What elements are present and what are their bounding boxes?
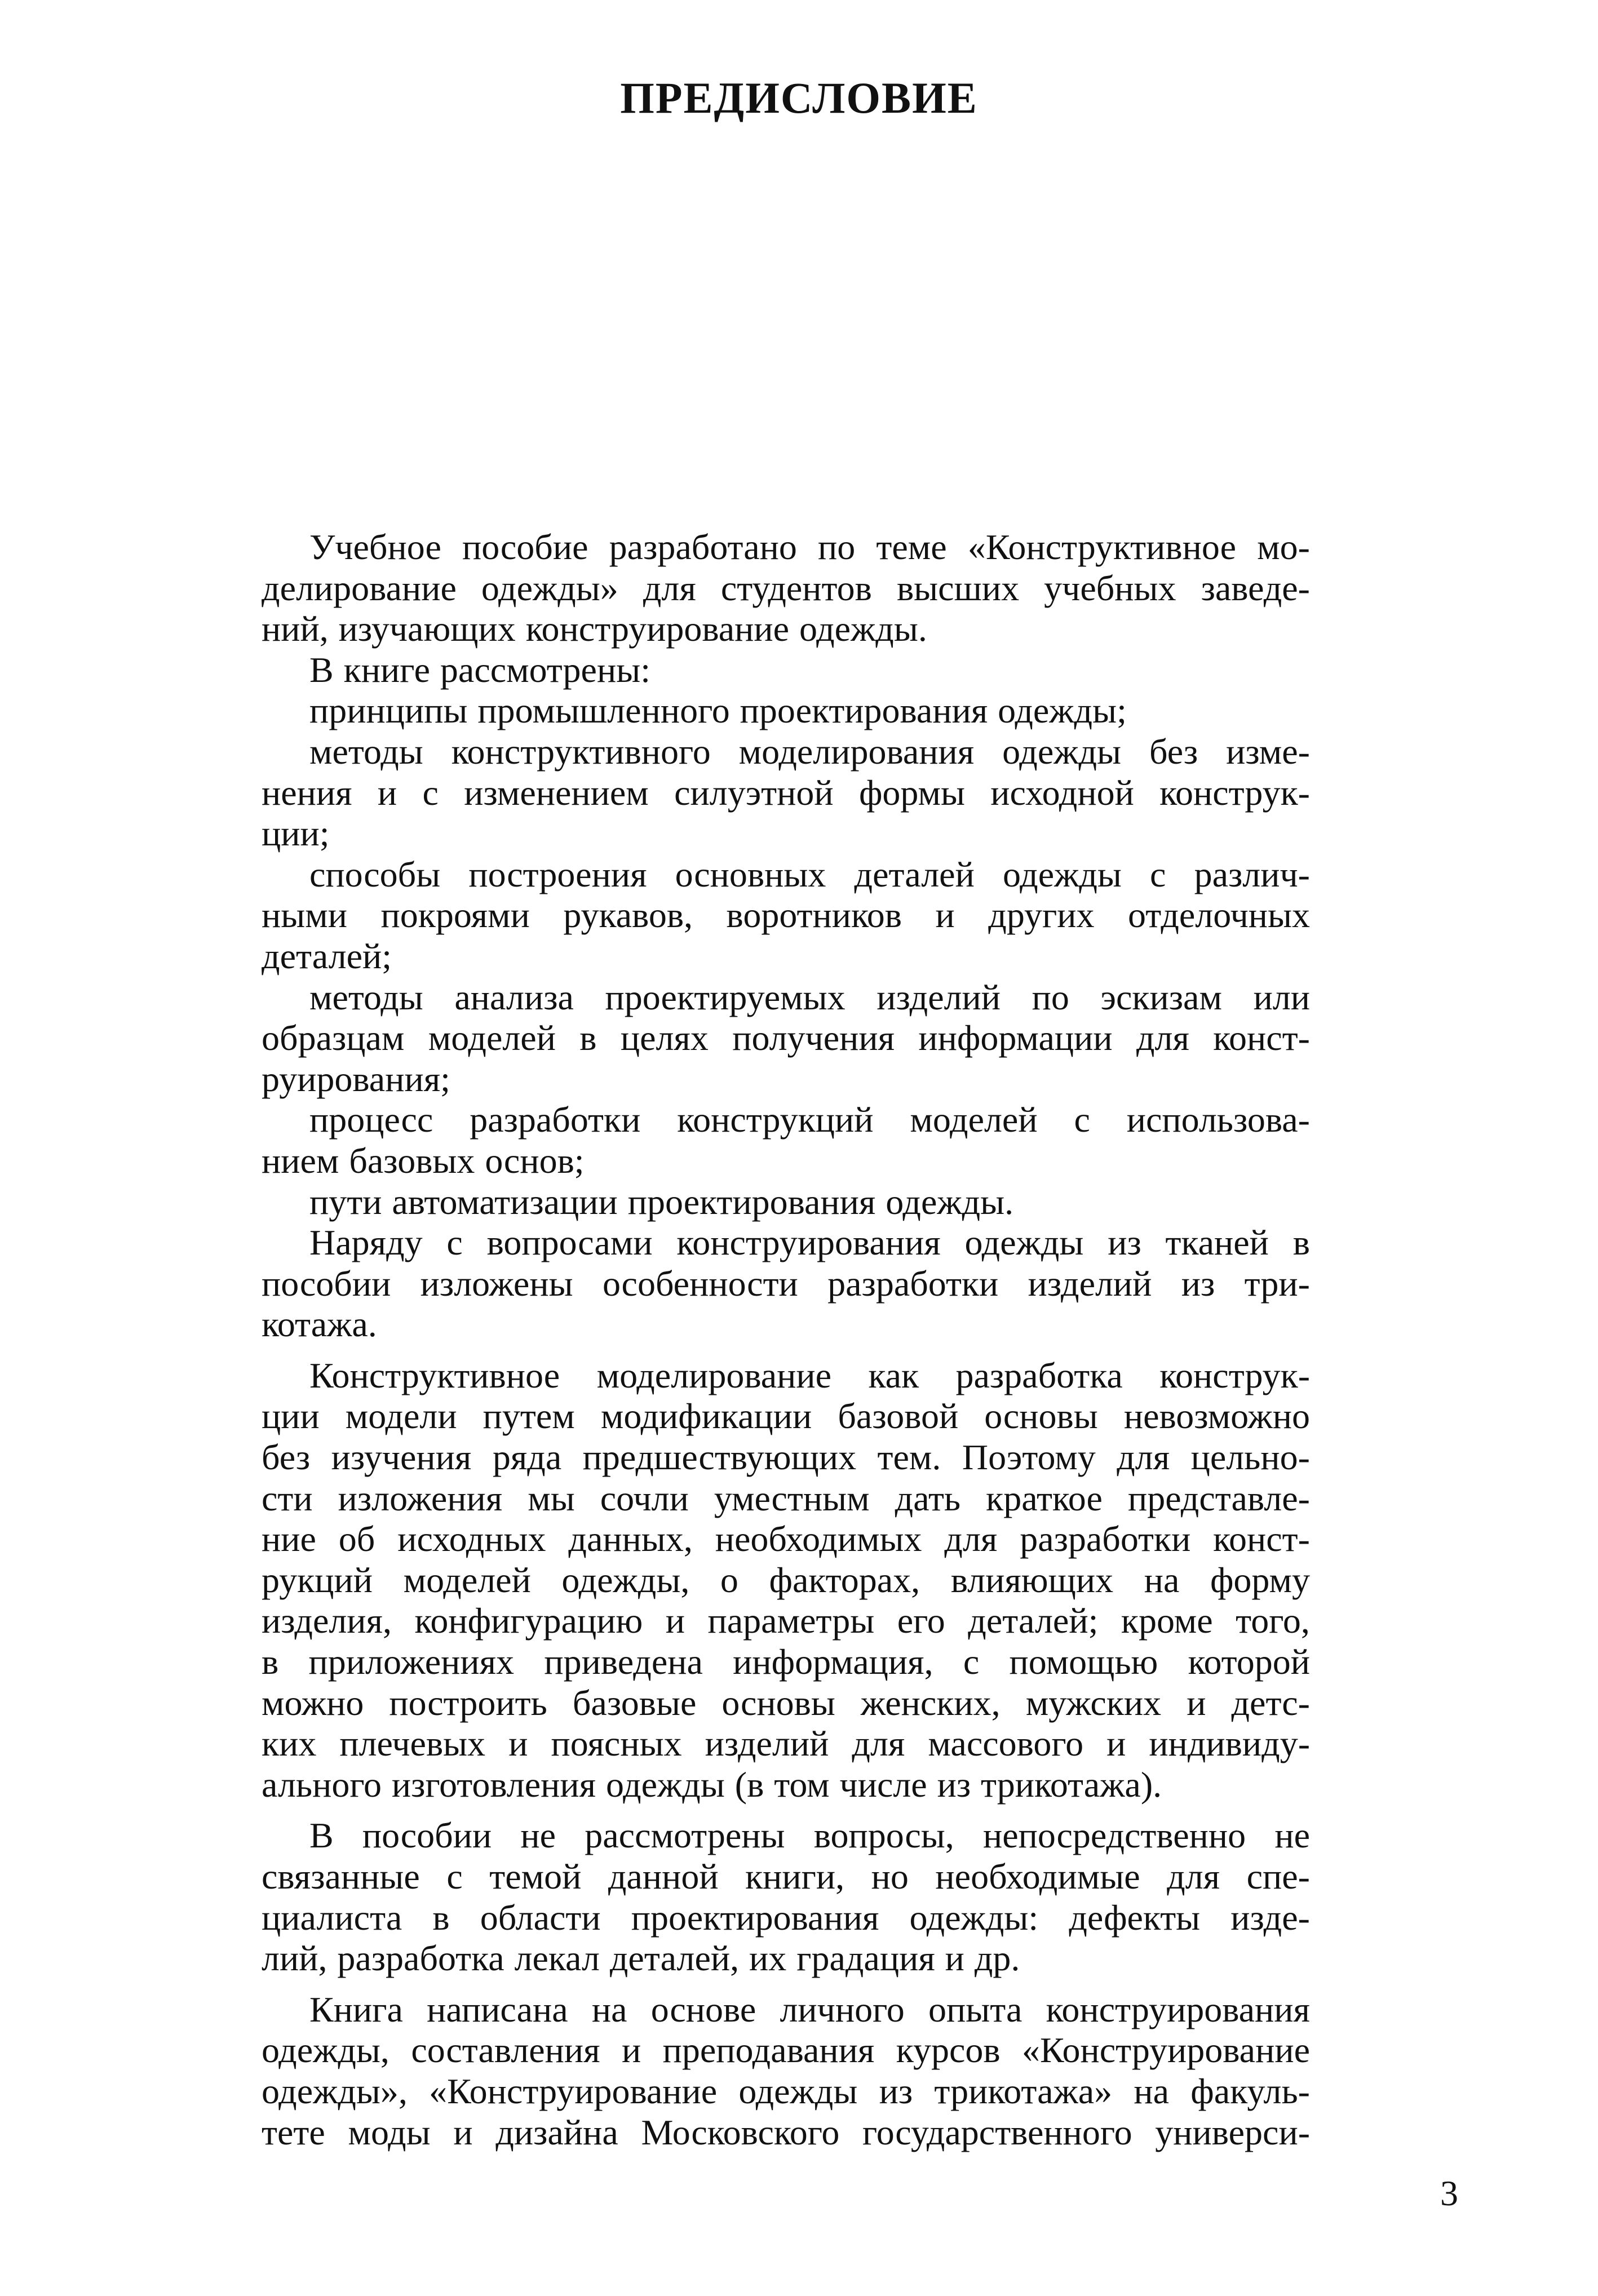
word: без bbox=[262, 1437, 311, 1478]
word: конст- bbox=[1213, 1519, 1310, 1559]
word: изделий bbox=[877, 977, 1001, 1017]
word: информации bbox=[918, 1018, 1113, 1058]
word: других bbox=[988, 895, 1095, 936]
word: о bbox=[720, 1559, 738, 1600]
word: ными bbox=[262, 895, 347, 936]
word: проектируемых bbox=[605, 977, 846, 1017]
word: и bbox=[945, 1938, 964, 1979]
word: котажа. bbox=[262, 1304, 377, 1345]
word: темой bbox=[489, 1856, 582, 1896]
word: факуль- bbox=[1190, 2071, 1310, 2111]
text-line bbox=[262, 1723, 1310, 1765]
word: др. bbox=[974, 1938, 1020, 1979]
word: методы bbox=[309, 977, 423, 1017]
word: из bbox=[879, 2071, 913, 2111]
word: моделей bbox=[910, 1100, 1038, 1140]
word: дизайна bbox=[495, 2112, 618, 2152]
word: основных bbox=[675, 854, 826, 894]
word: влияющих bbox=[950, 1559, 1114, 1600]
text-line bbox=[262, 1018, 1310, 1059]
text-line bbox=[262, 1222, 1310, 1264]
word: вопросами bbox=[486, 1222, 653, 1263]
word: моделей bbox=[403, 1559, 531, 1600]
text-line bbox=[262, 1059, 1310, 1100]
word: «Конструирование bbox=[1021, 2030, 1310, 2071]
text-line bbox=[262, 1898, 1310, 1939]
text-line bbox=[262, 1519, 1310, 1560]
word: ального bbox=[262, 1764, 382, 1805]
word: различ- bbox=[1194, 854, 1310, 894]
word: разработки bbox=[470, 1100, 641, 1140]
word: изделий bbox=[1028, 1263, 1152, 1304]
word: трикотажа). bbox=[981, 1764, 1162, 1805]
text-line bbox=[262, 609, 1310, 650]
word: с bbox=[963, 1642, 980, 1682]
word: воротников bbox=[726, 895, 902, 936]
text-line bbox=[262, 773, 1310, 814]
word: необходимые bbox=[935, 1856, 1140, 1896]
word: процесс bbox=[309, 1100, 433, 1140]
word: конструк- bbox=[1159, 1355, 1310, 1395]
word: (в bbox=[734, 1764, 764, 1805]
text-line bbox=[262, 1560, 1310, 1601]
word: одежды: bbox=[909, 1897, 1039, 1938]
word: для bbox=[944, 1519, 998, 1559]
word: студентов bbox=[720, 568, 872, 608]
word: путем bbox=[483, 1396, 575, 1437]
word: учебных bbox=[1044, 568, 1176, 608]
text-line bbox=[262, 1264, 1310, 1305]
paragraph-gap bbox=[262, 1979, 1310, 1989]
word: уместным bbox=[714, 1478, 870, 1518]
word: том bbox=[774, 1764, 830, 1805]
word: плечевых bbox=[339, 1723, 486, 1764]
word: нения bbox=[262, 772, 352, 813]
word: принципы bbox=[309, 690, 468, 731]
word: пособии bbox=[362, 1815, 492, 1856]
word: с bbox=[422, 772, 439, 813]
word: для bbox=[1167, 1856, 1220, 1896]
word: покроями bbox=[380, 895, 530, 936]
word: рукций bbox=[262, 1559, 373, 1600]
word: но bbox=[871, 1856, 909, 1896]
word: об bbox=[338, 1519, 375, 1559]
word: и bbox=[665, 1601, 685, 1641]
word: представле- bbox=[1127, 1478, 1310, 1518]
word: методы bbox=[309, 731, 423, 772]
word: В bbox=[309, 649, 334, 690]
word: приложениях bbox=[308, 1642, 515, 1682]
word: информация, bbox=[733, 1642, 933, 1682]
word: изменением bbox=[464, 772, 649, 813]
word: особенности bbox=[602, 1263, 798, 1304]
word: с bbox=[1150, 854, 1166, 894]
word: не bbox=[520, 1815, 556, 1856]
word: нием bbox=[262, 1140, 339, 1181]
word: в bbox=[432, 1897, 450, 1938]
word: пособие bbox=[462, 527, 588, 567]
word: разработки bbox=[827, 1263, 999, 1304]
word: на bbox=[1144, 1559, 1180, 1600]
word: данной bbox=[608, 1856, 719, 1896]
word: тканей bbox=[1165, 1222, 1269, 1263]
word: разработки bbox=[1020, 1519, 1191, 1559]
word: конструкций bbox=[677, 1100, 874, 1140]
word: теме bbox=[876, 527, 947, 567]
word: сочли bbox=[600, 1478, 689, 1518]
word: как bbox=[868, 1355, 919, 1395]
word: кроме bbox=[1121, 1601, 1213, 1641]
word: помощью bbox=[1009, 1642, 1158, 1682]
word: моды bbox=[348, 2112, 431, 2152]
word: изде- bbox=[1230, 1897, 1310, 1938]
word: факторах, bbox=[769, 1559, 920, 1600]
word: дать bbox=[895, 1478, 961, 1518]
word: Московского bbox=[641, 2112, 840, 2152]
word: с bbox=[1074, 1100, 1090, 1140]
paragraph-gap bbox=[262, 1345, 1310, 1355]
word: В bbox=[309, 1815, 334, 1856]
page-title: ПРЕДИСЛОВИЕ bbox=[620, 73, 978, 122]
word: с bbox=[446, 1856, 463, 1896]
word: области bbox=[480, 1897, 601, 1938]
word: изучения bbox=[331, 1437, 472, 1478]
text-line bbox=[262, 813, 1310, 854]
word: на bbox=[591, 1989, 627, 2029]
word: мо- bbox=[1257, 527, 1310, 567]
word: с bbox=[446, 1222, 463, 1263]
text-line bbox=[262, 732, 1310, 773]
paragraph-gap bbox=[262, 1805, 1310, 1815]
word: исходной bbox=[990, 772, 1134, 813]
word: одежды bbox=[1002, 731, 1122, 772]
word: массового bbox=[928, 1723, 1084, 1764]
word: и bbox=[621, 2030, 641, 2071]
word: модификации bbox=[600, 1396, 812, 1437]
word: связанные bbox=[262, 1856, 420, 1896]
text-line bbox=[262, 854, 1310, 896]
word: эскизам bbox=[1100, 977, 1222, 1017]
word: основе bbox=[650, 1989, 756, 2029]
text-line bbox=[262, 1765, 1310, 1806]
text-line bbox=[262, 936, 1310, 977]
word: конструирования bbox=[1046, 1989, 1310, 2029]
text-line bbox=[262, 1437, 1310, 1478]
word: руирования; bbox=[262, 1058, 450, 1099]
word: разработано bbox=[609, 527, 797, 567]
word: и bbox=[453, 2112, 473, 2152]
word: лекал bbox=[514, 1938, 600, 1979]
word: высших bbox=[896, 568, 1020, 608]
word: проектирования bbox=[631, 1897, 879, 1938]
word: данных, bbox=[568, 1519, 693, 1559]
word: получения bbox=[732, 1018, 895, 1058]
word: рассмотрены bbox=[585, 1815, 785, 1856]
word: и bbox=[508, 1723, 528, 1764]
word: ние bbox=[262, 1519, 316, 1559]
text-line bbox=[262, 1938, 1310, 1979]
word: в bbox=[579, 1018, 597, 1058]
word: мужских bbox=[1025, 1682, 1162, 1723]
text-line bbox=[262, 2112, 1310, 2153]
word: индивиду- bbox=[1149, 1723, 1310, 1764]
word: невозможно bbox=[1123, 1396, 1310, 1437]
word: построить bbox=[389, 1682, 547, 1723]
word: можно bbox=[262, 1682, 364, 1723]
word: сти bbox=[262, 1478, 313, 1518]
text-line bbox=[262, 650, 1310, 691]
word: по bbox=[1032, 977, 1069, 1017]
text-line bbox=[262, 2071, 1310, 2112]
word: вопросы, bbox=[813, 1815, 954, 1856]
word: или bbox=[1253, 977, 1310, 1017]
word: одежды bbox=[1002, 854, 1122, 894]
word: книге bbox=[343, 649, 430, 690]
word: приведена bbox=[544, 1642, 703, 1682]
word: изучающих bbox=[338, 609, 516, 649]
word: одежды; bbox=[998, 690, 1127, 731]
word: для bbox=[1117, 1437, 1170, 1478]
word: из bbox=[1108, 1222, 1141, 1263]
word: одежды bbox=[605, 1764, 725, 1805]
word: анализа bbox=[454, 977, 574, 1017]
text-line bbox=[262, 1815, 1310, 1856]
word: разработка bbox=[337, 1938, 504, 1979]
word: разработка bbox=[955, 1355, 1123, 1395]
word: дефекты bbox=[1069, 1897, 1201, 1938]
word: деталей; bbox=[968, 1601, 1099, 1641]
text-line bbox=[262, 1355, 1310, 1397]
word: рассмотрены: bbox=[440, 649, 650, 690]
word: одежды, bbox=[561, 1559, 690, 1600]
word: одежды bbox=[738, 2071, 858, 2111]
word: ции; bbox=[262, 813, 330, 854]
word: модели bbox=[345, 1396, 457, 1437]
word: составления bbox=[411, 2030, 600, 2071]
text-line bbox=[262, 1100, 1310, 1141]
word: построения bbox=[468, 854, 647, 894]
text-line bbox=[262, 2030, 1310, 2071]
word: основы bbox=[721, 1682, 835, 1723]
text-line bbox=[262, 1856, 1310, 1898]
word: на bbox=[1134, 2071, 1170, 2111]
word: целях bbox=[620, 1018, 709, 1058]
word: написана bbox=[427, 1989, 568, 2029]
word: формы bbox=[858, 772, 965, 813]
word: проектирования bbox=[627, 1181, 876, 1222]
word: их bbox=[749, 1938, 787, 1979]
word: и bbox=[377, 772, 397, 813]
word: конструк- bbox=[1159, 772, 1310, 813]
word: конфигурацию bbox=[414, 1601, 643, 1641]
word: конструктивного bbox=[451, 731, 711, 772]
word: трикотажа» bbox=[934, 2071, 1113, 2111]
word: Учебное bbox=[309, 527, 441, 567]
word: лий, bbox=[262, 1938, 327, 1979]
word: моделирование bbox=[596, 1355, 832, 1395]
word: базовые bbox=[572, 1682, 697, 1723]
word: параметры bbox=[707, 1601, 875, 1641]
word: Наряду bbox=[309, 1222, 423, 1263]
word: и bbox=[1187, 1682, 1206, 1723]
word: книги, bbox=[745, 1856, 845, 1896]
word: ний, bbox=[262, 609, 329, 649]
word: не bbox=[1274, 1815, 1310, 1856]
word: в bbox=[262, 1642, 279, 1682]
word: силуэтной bbox=[674, 772, 834, 813]
word: моделирования bbox=[738, 731, 975, 772]
word: цельно- bbox=[1190, 1437, 1310, 1478]
word: «Конструирование bbox=[429, 2071, 718, 2111]
word: личного bbox=[780, 1989, 905, 2029]
word: автоматизации bbox=[392, 1181, 618, 1222]
word: необходимых bbox=[715, 1519, 922, 1559]
word: из bbox=[1181, 1263, 1215, 1304]
word: мы bbox=[528, 1478, 575, 1518]
word: непосредственно bbox=[982, 1815, 1246, 1856]
word: и bbox=[935, 895, 955, 936]
word: преподавания bbox=[662, 2030, 875, 2071]
word: основ; bbox=[485, 1140, 585, 1181]
word: поясных bbox=[551, 1723, 682, 1764]
word: изготовления bbox=[391, 1764, 596, 1805]
word: промышленного bbox=[477, 690, 730, 731]
word: для bbox=[852, 1723, 905, 1764]
word: из bbox=[937, 1764, 971, 1805]
text-line bbox=[262, 1304, 1310, 1345]
word: одежды», bbox=[262, 2071, 408, 2111]
word: пособии bbox=[262, 1263, 391, 1304]
word: по bbox=[818, 527, 856, 567]
word: отделочных bbox=[1128, 895, 1310, 936]
word: изделия, bbox=[262, 1601, 392, 1641]
word: деталей, bbox=[609, 1938, 740, 1979]
word: делирование bbox=[262, 568, 457, 608]
word: того, bbox=[1236, 1601, 1310, 1641]
text-line bbox=[262, 1182, 1310, 1223]
text-line bbox=[262, 690, 1310, 732]
word: основы bbox=[984, 1396, 1098, 1437]
word: циалиста bbox=[262, 1897, 402, 1938]
word: конструирования bbox=[676, 1222, 941, 1263]
word: предшествующих bbox=[582, 1437, 857, 1478]
word: три- bbox=[1244, 1263, 1310, 1304]
word: конст- bbox=[1213, 1018, 1310, 1058]
word: тем. bbox=[877, 1437, 941, 1478]
word: опыта bbox=[928, 1989, 1022, 2029]
word: Книга bbox=[309, 1989, 403, 2029]
word: исходных bbox=[397, 1519, 546, 1559]
word: в bbox=[1292, 1222, 1310, 1263]
word: моделей bbox=[428, 1018, 556, 1058]
page-number: 3 bbox=[1440, 2173, 1458, 2213]
word: Поэтому bbox=[962, 1437, 1096, 1478]
word: тете bbox=[262, 2112, 325, 2152]
word: измe- bbox=[1226, 731, 1310, 772]
word: одежды, bbox=[262, 2030, 389, 2071]
word: конструирование bbox=[525, 609, 790, 649]
word: и bbox=[1106, 1723, 1126, 1764]
word: универси- bbox=[1155, 2112, 1310, 2152]
word: числе bbox=[839, 1764, 927, 1805]
text-line bbox=[262, 1396, 1310, 1437]
word: ряда bbox=[492, 1437, 562, 1478]
body-text bbox=[262, 527, 1310, 2153]
word: Конструктивное bbox=[309, 1355, 560, 1395]
word: пути bbox=[309, 1181, 382, 1222]
word: курсов bbox=[896, 2030, 1001, 2071]
text-line bbox=[262, 1989, 1310, 2031]
word: «Конструктивное bbox=[967, 527, 1237, 567]
text-line bbox=[262, 1683, 1310, 1724]
word: деталей; bbox=[262, 936, 392, 976]
text-line bbox=[262, 1478, 1310, 1519]
word: изложения bbox=[338, 1478, 503, 1518]
word: ких bbox=[262, 1723, 317, 1764]
word: одежды. bbox=[799, 609, 927, 649]
text-line bbox=[262, 1141, 1310, 1182]
word: образцам bbox=[262, 1018, 405, 1058]
text-line bbox=[262, 568, 1310, 609]
word: градация bbox=[796, 1938, 935, 1979]
text-line bbox=[262, 977, 1310, 1018]
word: которой bbox=[1188, 1642, 1310, 1682]
word: его bbox=[897, 1601, 945, 1641]
text-line bbox=[262, 1642, 1310, 1683]
word: изделий bbox=[705, 1723, 829, 1764]
word: проектирования bbox=[740, 690, 988, 731]
word: базовых bbox=[349, 1140, 475, 1181]
text-line bbox=[262, 527, 1310, 568]
word: детс- bbox=[1231, 1682, 1310, 1723]
word: одежды» bbox=[481, 568, 618, 608]
word: ции bbox=[262, 1396, 320, 1437]
word: без bbox=[1149, 731, 1198, 772]
word: заведе- bbox=[1201, 568, 1310, 608]
word: форму bbox=[1210, 1559, 1310, 1600]
word: изложены bbox=[420, 1263, 573, 1304]
word: для bbox=[643, 568, 696, 608]
word: рукавов, bbox=[563, 895, 693, 936]
word: одежды bbox=[964, 1222, 1084, 1263]
text-line bbox=[262, 895, 1310, 936]
word: краткое bbox=[986, 1478, 1103, 1518]
word: женских, bbox=[860, 1682, 1001, 1723]
word: способы bbox=[309, 854, 441, 894]
word: деталей bbox=[854, 854, 975, 894]
word: базовой bbox=[838, 1396, 959, 1437]
word: спе- bbox=[1246, 1856, 1310, 1896]
word: использова- bbox=[1126, 1100, 1310, 1140]
word: для bbox=[1136, 1018, 1189, 1058]
word: одежды. bbox=[886, 1181, 1014, 1222]
text-line bbox=[262, 1601, 1310, 1642]
word: государственного bbox=[862, 2112, 1132, 2152]
